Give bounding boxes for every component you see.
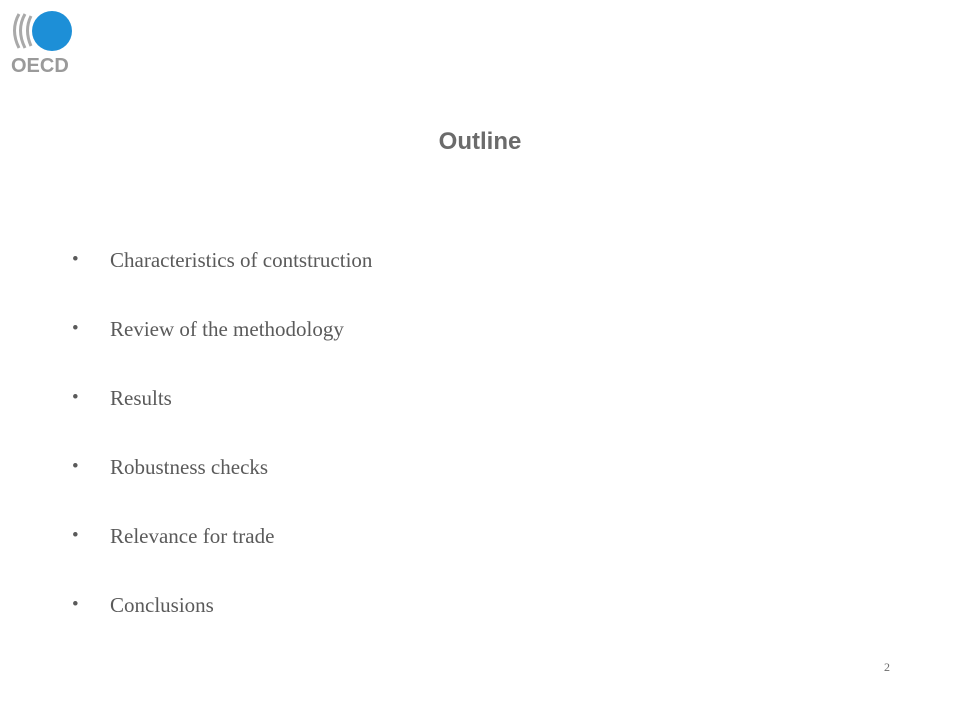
list-item-label: Robustness checks (110, 455, 269, 479)
logo-wordmark: OECD (11, 55, 69, 77)
list-item-label: Characteristics of contstruction (110, 248, 373, 272)
oecd-logo-icon (10, 8, 76, 78)
list-item-label: Results (110, 386, 172, 410)
slide-title: Outline (438, 128, 522, 155)
list-item-label: Relevance for trade (110, 524, 275, 548)
list-item-label: Conclusions (110, 593, 214, 617)
page-number: 2 (884, 660, 890, 674)
bullet-icon: • (72, 456, 79, 477)
bullet-icon: • (72, 318, 79, 339)
bullet-icon: • (72, 387, 79, 408)
bullet-icon: • (72, 249, 79, 270)
bullet-icon: • (72, 525, 79, 546)
bullet-icon: • (72, 594, 79, 615)
oecd-logo (10, 8, 76, 78)
list-item-label: Review of the methodology (110, 317, 344, 341)
